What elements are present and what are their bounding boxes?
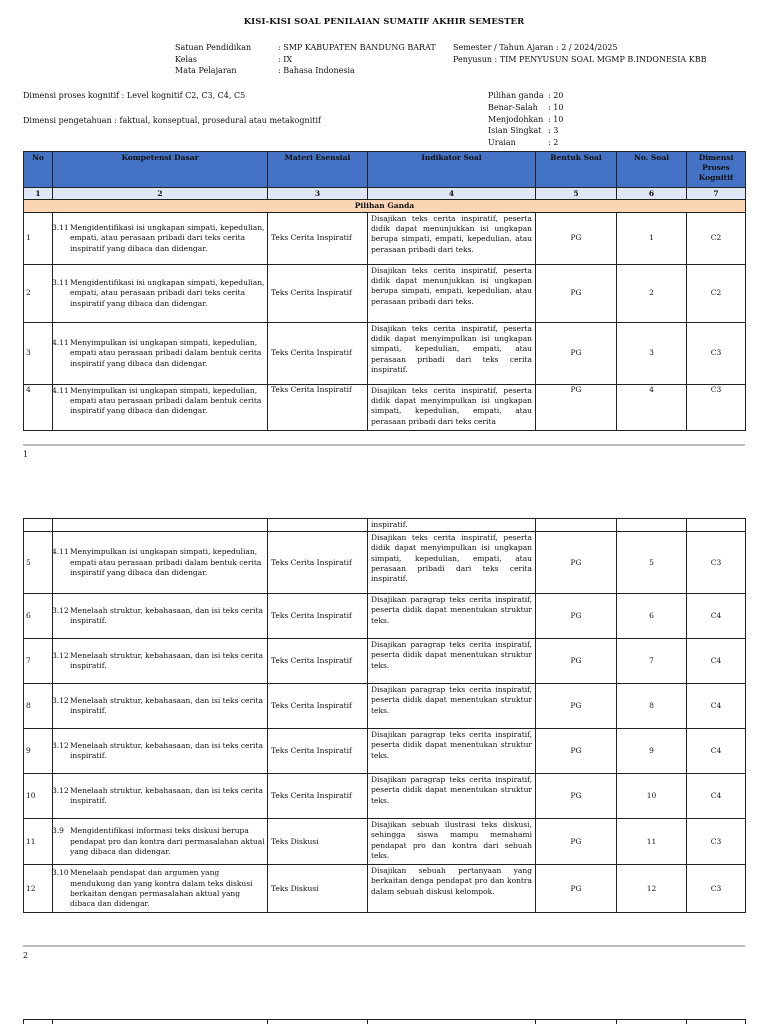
row-no: 9: [24, 729, 53, 774]
row-no: 8: [24, 684, 53, 729]
bentuk-soal: PG: [536, 865, 617, 913]
kd-number: 3.12: [52, 786, 69, 795]
kd-text: Menelaah struktur, kebahasaan, dan isi teks cerita inspiratif.: [70, 696, 263, 716]
kd-text: Menelaah struktur, kebahasaan, dan isi teks cerita inspiratif.: [70, 651, 263, 671]
column-number-row: [24, 188, 746, 200]
count-uraian: Uraian : 2: [488, 138, 559, 148]
bentuk-soal: PG: [536, 774, 617, 819]
kd-text: Menyimpulkan isi ungkapan simpati, kepedulian, empati atau perasaan pribadi dalam bentuk cerita inspiratif yang dibaca dan didengar.: [70, 386, 262, 416]
kompetensi-dasar: [53, 594, 268, 639]
page-separator: [23, 945, 745, 947]
bentuk-soal: PG: [536, 532, 617, 594]
kd-text: Menelaah struktur, kebahasaan, dan isi teks cerita inspiratif.: [70, 786, 263, 806]
count-isian: Isian Singkat : 3: [488, 126, 559, 136]
kompetensi-dasar: [53, 819, 268, 865]
col-num: 5: [536, 188, 617, 200]
indikator-soal: Disajikan teks cerita inspiratif, peserta didik dapat menyimpulkan isi ungkapan simpati, kepedulian, empati, atau perasaan pribadi dari teks cerita inspiratif.: [368, 532, 536, 594]
kelas-value: : IX: [278, 54, 293, 64]
indikator-soal: Disajikan paragrap teks cerita inspiratif, peserta didik dapat menentukan struktur teks.: [368, 774, 536, 819]
penyusun-text: Penyusun : TIM PENYUSUN SOAL MGMP B.INDONESIA KBB: [453, 54, 707, 64]
kompetensi-dasar: [53, 684, 268, 729]
nomor-soal: 1: [617, 213, 687, 265]
dimensi-kognitif-cell: C2: [687, 213, 746, 265]
nomor-soal: 12: [617, 865, 687, 913]
dimensi-kognitif-cell: C3: [687, 385, 746, 431]
nomor-soal: 11: [617, 819, 687, 865]
kd-number: 3.12: [52, 696, 69, 705]
dimensi-kognitif-cell: C4: [687, 594, 746, 639]
dimensi-kognitif-cell: C3: [687, 532, 746, 594]
nomor-soal: 9: [617, 729, 687, 774]
materi-esensial: Teks Cerita Inspiratif: [268, 774, 368, 819]
indikator-soal: Disajikan paragrap teks cerita inspiratif, peserta didik dapat menentukan struktur teks.: [368, 594, 536, 639]
kd-text: Mengidentifikasi informasi teks diskusi berupa pendapat pro dan kontra dari permasalahan aktual yang dibaca dan didengar.: [70, 826, 265, 856]
kisi-table-page1: [23, 151, 746, 431]
bentuk-soal: PG: [536, 323, 617, 385]
table-row: [24, 865, 746, 913]
kisi-table-page3: [23, 1019, 746, 1024]
col-num: 2: [53, 188, 268, 200]
nomor-soal: 4: [617, 385, 687, 431]
table-row: [24, 684, 746, 729]
col-num: 7: [687, 188, 746, 200]
count-bs: Benar-Salah : 10: [488, 102, 564, 112]
page-title: KISI-KISI SOAL PENILAIAN SUMATIF AKHIR SEMESTER: [243, 17, 525, 27]
kd-number: 3.10: [52, 868, 69, 878]
bentuk-soal: PG: [536, 213, 617, 265]
table-row: [24, 323, 746, 385]
table-row: [24, 819, 746, 865]
semester-text: Semester / Tahun Ajaran : 2 / 2024/2025: [453, 43, 618, 52]
row-no: 5: [24, 532, 53, 594]
table-row: [24, 532, 746, 594]
materi-esensial: Teks Cerita Inspiratif: [268, 684, 368, 729]
header-row: [24, 152, 746, 188]
header-bentuk: Bentuk Soal: [536, 152, 617, 188]
kisi-table-page2: [23, 518, 746, 913]
col-num: 6: [617, 188, 687, 200]
section-label: Pilihan Ganda: [24, 200, 746, 213]
header-indikator: Indikator Soal: [368, 152, 536, 188]
nomor-soal: 5: [617, 532, 687, 594]
kd-text: Mengidentifikasi isi ungkapan simpati, kepedulian, empati, atau perasaan pribadi dari teks cerita inspiratif yang dibaca dan didengar.: [70, 223, 265, 253]
count-menjodohkan: Menjodohkan : 10: [488, 114, 564, 124]
kompetensi-dasar: [53, 774, 268, 819]
continued-text: inspiratif.: [368, 519, 536, 532]
page-number: 2: [23, 951, 29, 960]
header-dimensi: Dimensi Proses Kognitif: [687, 152, 746, 188]
dimensi-kognitif: Dimensi proses kognitif : Level kognitif C2, C3, C4, C5: [23, 91, 246, 100]
page-separator: [23, 444, 745, 446]
nomor-soal: 10: [617, 774, 687, 819]
kompetensi-dasar: [53, 865, 268, 913]
count-pg: Pilihan ganda : 20: [488, 91, 564, 100]
kompetensi-dasar: [53, 323, 268, 385]
nomor-soal: 3: [617, 323, 687, 385]
header-kd: Kompetensi Dasar: [53, 152, 268, 188]
indikator-soal: Disajikan teks cerita inspiratif, peserta didik dapat menyimpulkan isi ungkapan simpati, kepedulian, empati, atau perasaan pribadi dari teks cerita inspiratif.: [368, 323, 536, 385]
dimensi-kognitif-cell: C4: [687, 774, 746, 819]
table-row: [24, 639, 746, 684]
nomor-soal: 6: [617, 594, 687, 639]
indikator-soal: Disajikan paragrap teks cerita inspiratif, peserta didik dapat menentukan struktur teks.: [368, 729, 536, 774]
kd-text: Menelaah struktur, kebahasaan, dan isi teks cerita inspiratif.: [70, 741, 263, 761]
indikator-soal: Disajikan sebuah ilustrasi teks diskusi, sehingga siswa mampu memahami pendapat pro dan kontra dari sebuah teks.: [368, 819, 536, 865]
kd-text: Mengidentifikasi isi ungkapan simpati, kepedulian, empati, atau perasaan pribadi dari teks cerita inspiratif yang dibaca dan didengar.: [70, 278, 265, 308]
kompetensi-dasar: [53, 532, 268, 594]
bentuk-soal: PG: [536, 594, 617, 639]
col-num: 1: [24, 188, 53, 200]
row-no: 3: [24, 323, 53, 385]
kd-number: 3.12: [52, 741, 69, 750]
indikator-soal: Disajikan paragrap teks cerita inspiratif, peserta didik dapat menentukan struktur teks.: [368, 639, 536, 684]
bentuk-soal: PG: [536, 729, 617, 774]
table-row: [24, 385, 746, 431]
materi-esensial: Teks Cerita Inspiratif: [268, 729, 368, 774]
mapel-value: : Bahasa Indonesia: [278, 66, 355, 75]
bentuk-soal: PG: [536, 684, 617, 729]
row-no: 10: [24, 774, 53, 819]
materi-esensial: Teks Diskusi: [268, 819, 368, 865]
kompetensi-dasar: [53, 213, 268, 265]
row-no: 4: [24, 385, 53, 431]
kd-text: Menelaah struktur, kebahasaan, dan isi teks cerita inspiratif.: [70, 606, 263, 626]
nomor-soal: 2: [617, 265, 687, 323]
section-row: [24, 200, 746, 213]
table-row: [24, 729, 746, 774]
dimensi-kognitif-cell: C3: [687, 323, 746, 385]
nomor-soal: 7: [617, 639, 687, 684]
kd-number: 3.11: [52, 223, 69, 233]
dimensi-kognitif-cell: C4: [687, 639, 746, 684]
continued-row: [24, 519, 746, 532]
table-row: [24, 594, 746, 639]
indikator-soal: Disajikan teks cerita inspiratif, peserta didik dapat menyimpulkan isi ungkapan simpati, kepedulian, empati, atau perasaan pribadi dari teks cerita: [368, 385, 536, 431]
bentuk-soal: PG: [536, 385, 617, 431]
satuan-label: Satuan Pendidikan: [175, 43, 252, 52]
kd-number: 4.11: [52, 338, 69, 348]
kelas-label: Kelas: [175, 54, 197, 64]
header-no: No: [24, 152, 53, 188]
kompetensi-dasar: [53, 385, 268, 431]
bentuk-soal: PG: [536, 819, 617, 865]
materi-esensial: Teks Cerita Inspiratif: [268, 265, 368, 323]
materi-esensial: Teks Cerita Inspiratif: [268, 532, 368, 594]
materi-esensial: Teks Cerita Inspiratif: [268, 594, 368, 639]
kd-number: 3.11: [52, 278, 69, 288]
indikator-soal: Disajikan sebuah pertanyaan yang berkaitan denga pendapat pro dan kontra dalam sebuah diskusi kelompok.: [368, 865, 536, 913]
kompetensi-dasar: [53, 729, 268, 774]
col-num: 3: [268, 188, 368, 200]
meta-labels: [175, 42, 251, 77]
materi-esensial: Teks Cerita Inspiratif: [268, 323, 368, 385]
indikator-soal: Disajikan teks cerita inspiratif, peserta didik dapat menunjukkan isi ungkapan berupa simpati, empati, kepedulian, atau perasaan pribadi dari teks.: [368, 213, 536, 265]
kompetensi-dasar: [53, 265, 268, 323]
materi-esensial: Teks Cerita Inspiratif: [268, 639, 368, 684]
materi-esensial: Teks Diskusi: [268, 865, 368, 913]
kd-text: Menyimpulkan isi ungkapan simpati, kepedulian, empati atau perasaan pribadi dalam bentuk cerita inspiratif yang dibaca dan didengar.: [70, 338, 262, 368]
row-no: 7: [24, 639, 53, 684]
satuan-value: : SMP KABUPATEN BANDUNG BARAT: [278, 43, 436, 52]
bentuk-soal: PG: [536, 639, 617, 684]
mapel-label: Mata Pelajaran: [175, 66, 237, 75]
materi-esensial: Teks Cerita Inspiratif: [268, 385, 368, 431]
row-no: 12: [24, 865, 53, 913]
nomor-soal: 8: [617, 684, 687, 729]
question-counts: [488, 90, 563, 149]
dimensi-kognitif-cell: C2: [687, 265, 746, 323]
row-no: 11: [24, 819, 53, 865]
dimensi-pengetahuan: Dimensi pengetahuan : faktual, konseptual, prosedural atau metakognitif: [23, 116, 321, 125]
table-row: [24, 213, 746, 265]
table-row: [24, 265, 746, 323]
table-row: [24, 774, 746, 819]
bentuk-soal: PG: [536, 265, 617, 323]
page-number: 1: [23, 450, 29, 459]
kd-number: 3.12: [52, 606, 69, 615]
header-nosoal: No. Soal: [617, 152, 687, 188]
col-num: 4: [368, 188, 536, 200]
row-no: 2: [24, 265, 53, 323]
row-no: 1: [24, 213, 53, 265]
dimensi-kognitif-cell: C4: [687, 684, 746, 729]
kd-text: Menyimpulkan isi ungkapan simpati, kepedulian, empati atau perasaan pribadi dalam bentuk cerita inspiratif yang dibaca dan didengar.: [70, 547, 262, 577]
kd-number: 3.9: [52, 826, 64, 836]
kompetensi-dasar: [53, 639, 268, 684]
header-materi: Materi Esensial: [268, 152, 368, 188]
table-row: [24, 1020, 746, 1024]
kd-text: Menelaah pendapat dan argumen yang mendukung dan yang kontra dalam teks diskusi berkaitan dengan permasalahan aktual yang dibaca dan didengar.: [70, 868, 253, 908]
dimensi-kognitif-cell: C4: [687, 729, 746, 774]
kd-number: 4.11: [52, 547, 69, 557]
meta-values: [278, 42, 436, 77]
dimensi-kognitif-cell: C3: [687, 819, 746, 865]
meta-right: [453, 42, 706, 65]
kd-number: 4.11: [52, 386, 69, 395]
row-no: 6: [24, 594, 53, 639]
materi-esensial: Teks Cerita Inspiratif: [268, 213, 368, 265]
kd-number: 3.12: [52, 651, 69, 660]
indikator-soal: Disajikan paragrap teks cerita inspiratif, peserta didik dapat menentukan struktur teks.: [368, 684, 536, 729]
indikator-soal: Disajikan teks cerita inspiratif, peserta didik dapat menunjukkan isi ungkapan berupa simpati, empati, kepedulian, atau perasaan pribadi dari teks.: [368, 265, 536, 323]
dimensi-kognitif-cell: C3: [687, 865, 746, 913]
